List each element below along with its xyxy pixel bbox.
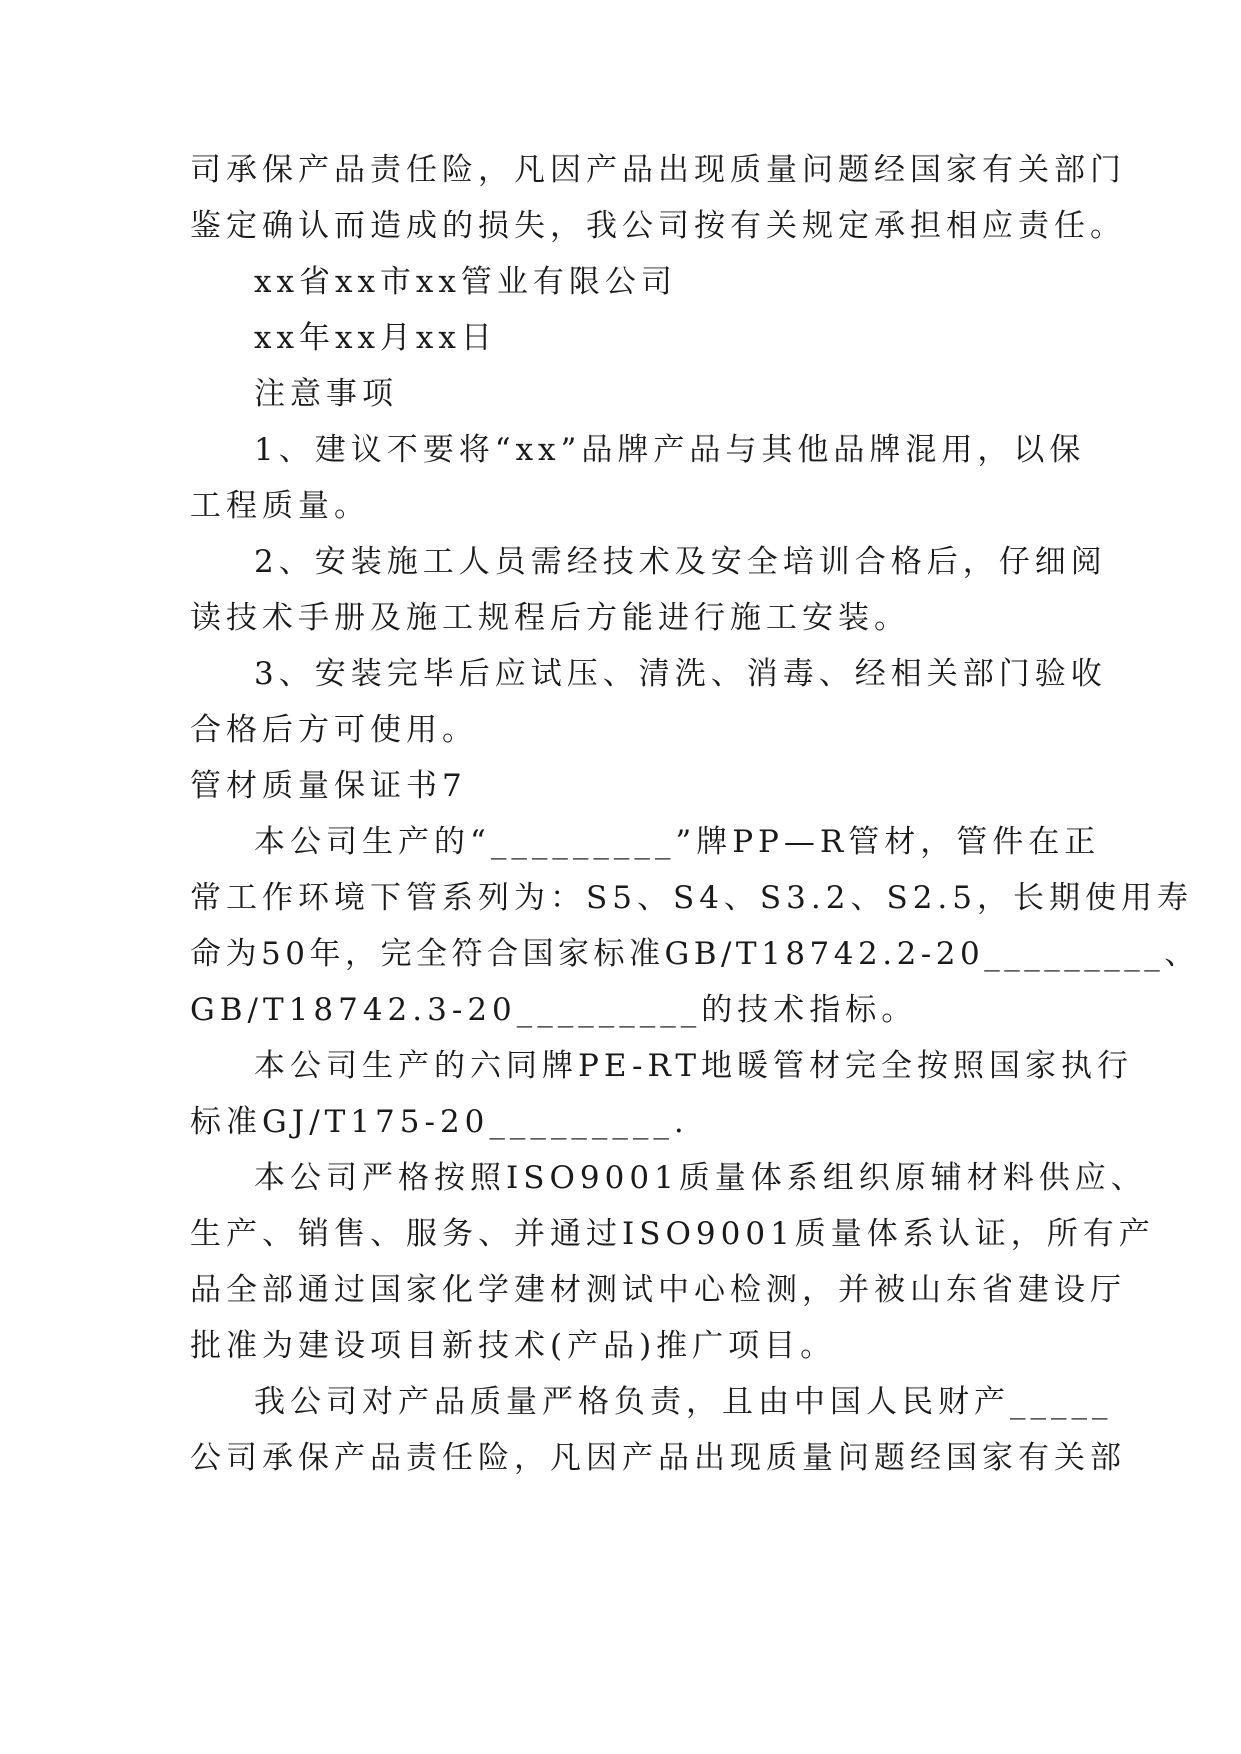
- text-line: 生产、销售、服务、并通过ISO9001质量体系认证，所有产: [190, 1216, 1155, 1252]
- text-line: 本公司严格按照ISO9001质量体系组织原辅材料供应、: [254, 1160, 1147, 1196]
- text-line: GB/T18742.3-20_________的技术指标。: [190, 992, 918, 1028]
- text-line: 合格后方可使用。: [190, 712, 478, 748]
- text-line: 品全部通过国家化学建材测试中心检测，并被山东省建设厅: [190, 1272, 1126, 1308]
- text-line: 标准GJ/T175-20_________.: [190, 1104, 689, 1140]
- text-line: 我公司对产品质量严格负责，且由中国人民财产_____: [254, 1384, 1113, 1420]
- text-line: 读技术手册及施工规程后方能进行施工安装。: [190, 600, 910, 636]
- text-line: 常工作环境下管系列为：S5、S4、S3.2、S2.5，长期使用寿: [190, 880, 1193, 916]
- text-line: 3、安装完毕后应试压、清洗、消毒、经相关部门验收: [254, 656, 1107, 692]
- section-heading: 注意事项: [254, 376, 398, 412]
- text-line: 公司承保产品责任险，凡因产品出现质量问题经国家有关部: [190, 1440, 1126, 1476]
- text-line: 本公司生产的“_________”牌PP—R管材，管件在正: [254, 824, 1101, 860]
- company-name: xx省xx市xx管业有限公司: [254, 264, 677, 300]
- document-title: 管材质量保证书7: [190, 768, 467, 804]
- text-line: 工程质量。: [190, 488, 370, 524]
- date-line: xx年xx月xx日: [254, 320, 497, 356]
- text-line: 1、建议不要将“xx”品牌产品与其他品牌混用，以保: [254, 432, 1086, 468]
- text-line: 鉴定确认而造成的损失，我公司按有关规定承担相应责任。: [190, 208, 1126, 244]
- text-line: 本公司生产的六同牌PE-RT地暖管材完全按照国家执行: [254, 1048, 1134, 1084]
- text-line: 批准为建设项目新技术(产品)推广项目。: [190, 1328, 837, 1364]
- text-line: 司承保产品责任险，凡因产品出现质量问题经国家有关部门: [190, 152, 1126, 188]
- text-line: 命为50年，完全符合国家标准GB/T18742.2-20_________、: [190, 936, 1200, 972]
- text-line: 2、安装施工人员需经技术及安全培训合格后，仔细阅: [254, 544, 1107, 580]
